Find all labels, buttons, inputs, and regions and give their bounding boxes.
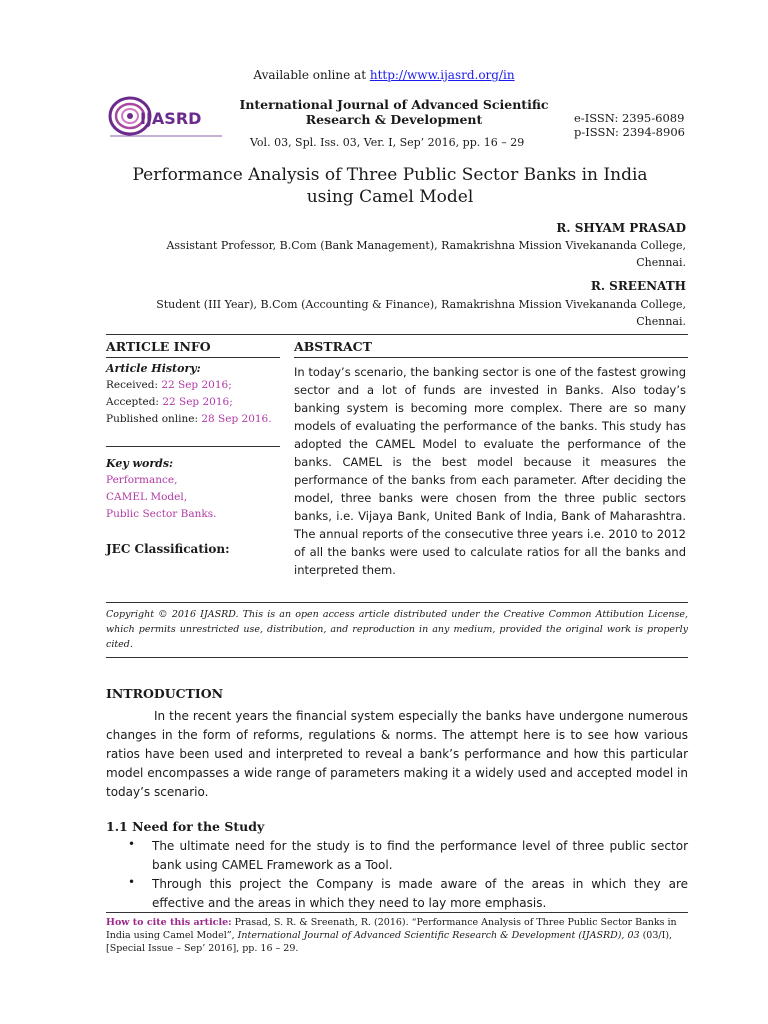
citation-footer	[106, 916, 688, 955]
divider	[106, 334, 688, 335]
divider	[294, 357, 688, 358]
list-item	[128, 875, 688, 913]
article-history	[106, 362, 286, 428]
divider	[106, 446, 280, 447]
author-affiliation	[108, 296, 686, 330]
affiliation-city: Chennai.	[636, 256, 686, 269]
divider	[106, 357, 280, 358]
affiliation-city: Chennai.	[636, 315, 686, 328]
pissn: p-ISSN: 2394-8906	[574, 125, 685, 139]
introduction-paragraph: In the recent years the financial system especially the banks have undergone numerous changes in the form of reforms, regulations & norms. The attempt here is to see how various ratios have been used and interpreted to reveal a bank’s performance and how this particular model encompasses a wide range of parameters making it a widely used and accepted model in today’s scenario.	[106, 709, 688, 799]
accepted-date: Accepted: 22 Sep 2016;	[106, 396, 233, 408]
abstract-heading: ABSTRACT	[294, 339, 372, 354]
journal-url-link[interactable]: http://www.ijasrd.org/in	[369, 68, 515, 82]
received-date: Received: 22 Sep 2016;	[106, 379, 232, 391]
journal-name	[228, 97, 560, 127]
available-prefix: Available online at	[253, 68, 370, 82]
keywords-label: Key words:	[106, 457, 174, 470]
list-item	[128, 837, 688, 875]
paper-title-line1: Performance Analysis of Three Public Sector Banks in India	[132, 165, 648, 185]
cite-label: How to cite this article:	[106, 917, 232, 928]
bullet-icon: •	[128, 837, 136, 851]
keyword-item: Performance,	[106, 474, 178, 486]
jec-classification-label: JEC Classification:	[106, 542, 230, 556]
keywords-block	[106, 457, 286, 523]
bullet-icon: •	[128, 875, 136, 889]
cite-text-end: (03/I), [Special Issue – Sep’ 2016], pp. 16 – 29.	[106, 930, 673, 954]
list-item-text: The ultimate need for the study is to find the performance level of three public sector bank using CAMEL Framework as a Tool.	[152, 839, 688, 872]
journal-name-line1: International Journal of Advanced Scientific	[239, 97, 549, 112]
divider	[106, 657, 688, 658]
article-info-heading: ARTICLE INFO	[106, 339, 211, 354]
cite-text: Prasad, S. R. & Sreenath, R. (2016). “Performance Analysis of Three Public Sector Banks in India using Camel Model”,	[106, 917, 677, 941]
affiliation-line: Assistant Professor, B.Com (Bank Management), Ramakrishna Mission Vivekananda College,	[166, 239, 686, 252]
paper-title	[90, 164, 690, 208]
keyword-item: CAMEL Model,	[106, 491, 188, 503]
list-item-text: Through this project the Company is made aware of the areas in which they are effective and the areas in which they need to lay more emphasis.	[152, 877, 688, 910]
issn-block	[574, 111, 685, 139]
article-history-label: Article History:	[106, 362, 201, 375]
introduction-heading: INTRODUCTION	[106, 686, 224, 701]
author-affiliation	[108, 237, 686, 271]
affiliation-line: Student (III Year), B.Com (Accounting & Finance), Ramakrishna Mission Vivekananda College,	[156, 298, 686, 311]
author-name: R. SREENATH	[590, 279, 686, 293]
published-date: Published online: 28 Sep 2016.	[106, 413, 272, 425]
eissn: e-ISSN: 2395-6089	[574, 111, 685, 125]
author-name: R. SHYAM PRASAD	[556, 221, 686, 235]
need-for-study-heading: 1.1 Need for the Study	[106, 819, 265, 834]
logo-text: IJASRD	[140, 109, 202, 128]
volume-info: Vol. 03, Spl. Iss. 03, Ver. I, Sep’ 2016, pp. 16 – 29	[250, 136, 525, 149]
abstract-text: In today’s scenario, the banking sector is one of the fastest growing sector and a lot of funds are invested in Banks. Also today’s banking system is becoming more complex. There are so many models of evaluating the performance of the banks. This study has adopted the CAMEL Model to evaluate the performance of the banks. CAMEL is the best model because it measures the performance of the banks from each parameter. After deciding the model, three banks were chosen from the three public sectors banks, i.e. Vijaya Bank, United Bank of India, Bank of Maharashtra. The annual reports of the consecutive three years i.e. 2010 to 2012 of all the banks were used to calculate ratios for all the banks and interpreted them.	[294, 365, 686, 577]
copyright-notice: Copyright © 2016 IJASRD. This is an open access article distributed under the Creative Common Attibution License, which permits unrestricted use, distribution, and reproduction in any medium, provided the original work is properly cited.	[106, 609, 688, 650]
divider	[106, 602, 688, 603]
footer-divider	[106, 912, 688, 913]
availability-line	[0, 68, 768, 82]
keyword-item: Public Sector Banks.	[106, 508, 217, 520]
paper-title-line2: using Camel Model	[306, 187, 474, 207]
cite-journal: International Journal of Advanced Scientific Research & Development (IJASRD), 03	[237, 930, 640, 941]
journal-name-line2: Research & Development	[305, 112, 483, 127]
journal-logo	[106, 92, 226, 144]
